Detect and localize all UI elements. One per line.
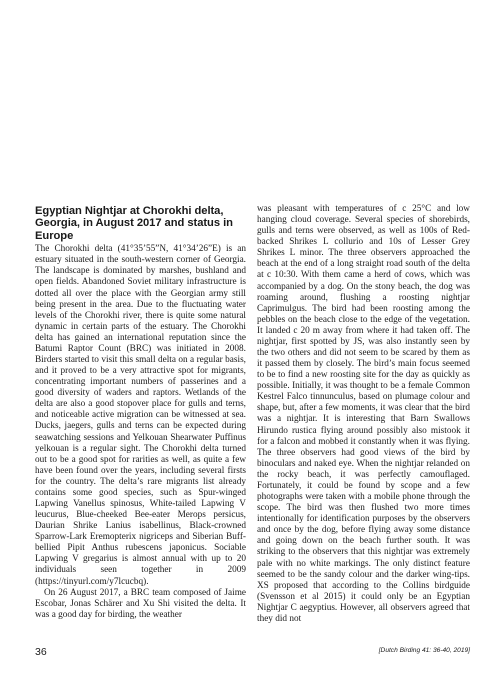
left-column [35,205,246,621]
paragraph-observation-continued: was pleasant with temperatures of c 25°C and low hanging cloud coverage. Several species of shorebirds, gulls and terns were observed, as well as 100s of Red-backed Shrikes L collurio and 10s of Lesser Grey Shrikes L minor. The three observers approached the beach at the end of a long straight road south of the delta at c 10:30. With them came a herd of cows, which was accompanied by a dog. On the stony beach, the dog was roaming around, flushing a roosting nightjar Caprimulgus. The bird had been roosting among the pebbles on the beach close to the edge of the vegetation. It landed c 20 m away from where it had taken off. The nightjar, first spotted by JS, was also instantly seen by the two others and did not seem to be scared by them as it passed them by closely. The bird’s main focus seemed to be to find a new roosting site for the day as quickly as possible. Initially, it was thought to be a female Common Kestrel Falco tinnunculus, based on plumage colour and shape, but, after a few moments, it was clear that the bird was a nightjar. It is interesting that Barn Swallows Hirundo rustica flying around possibly also mistook it for a falcon and mobbed it constantly when it was flying. The three observers had good views of the bird by binoculars and naked eye. When the nightjar relanded on the rocky beach, it was perfectly camouflaged. Fortunately, it could be found by scope and a few photographs were taken with a mobile phone through the scope. The bird was then flushed two more times intentionally for identification purposes by the observers and once by the dog, before flying away some distance and going down on the beach further south. It was striking to the observers that this nightjar was extremely pale with no white markings. The only distinct feature seemed to be the sandy colour and the darker wing-tips. XS proposed that according to the Collins birdguide (Svensson et al 2015) it could only be an Egyptian Nightjar C aegyptius. However, all observers agreed that they did not [257,204,470,624]
page-footer [35,646,470,660]
article-title: Egyptian Nightjar at Chorokhi delta, Georgia, in August 2017 and status in Europe [35,205,233,242]
paragraph-observation-start: On 26 August 2017, a BRC team composed of Jaime Escobar, Jonas Schärer and Xu Shi visited the delta. It was a good day for birding, the weather [35,587,246,620]
paragraph-intro: The Chorokhi delta (41°35’55”N, 41°34’26”E) is an estuary situated in the south-western corner of Georgia. The landscape is dominated by marshes, bushland and open fields. Abandoned Soviet military infrastructure is dotted all over the place with the Georgian army still being present in the area. Due to the fluctuating water levels of the Chorokhi river, there is quite some natural dynamic in certain parts of the estuary. The Chorokhi delta has gained an international reputation since the Batumi Raptor Count (BRC) was initiated in 2008. Birders started to visit this small delta on a regular basis, and it proved to be a very attractive spot for migrants, concentrating important numbers of passerines and a good diversity of waders and raptors. Wetlands of the delta are also a good stopover place for gulls and terns, and noticeable active migration can be witnessed at sea. Ducks, jaegers, gulls and terns can be expected during seawatching sessions and Yelkouan Shearwater Puffinus yelkouan is a regular sight. The Chorokhi delta turned out to be a good spot for rarities as well, as quite a few have been found over the years, including several firsts for the country. The delta’s rare migrants list already contains some good species, such as Spur-winged Lapwing Vanellus spinosus, White-tailed Lapwing V leucurus, Blue-cheeked Bee-eater Merops persicus, Daurian Shrike Lanius isabellinus, Black-crowned Sparrow-Lark Eremopterix nigriceps and Siberian Buff-bellied Pipit Anthus rubescens japonicus. Sociable Lapwing V gregarius is almost annual with up to 20 individuals seen together in 2009 (https://tinyurl.com/y7lcucbq). [35,244,246,587]
journal-citation: [Dutch Birding 41: 36-40, 2019] [378,647,470,654]
page-number: 36 [35,646,47,658]
right-column [257,204,470,625]
